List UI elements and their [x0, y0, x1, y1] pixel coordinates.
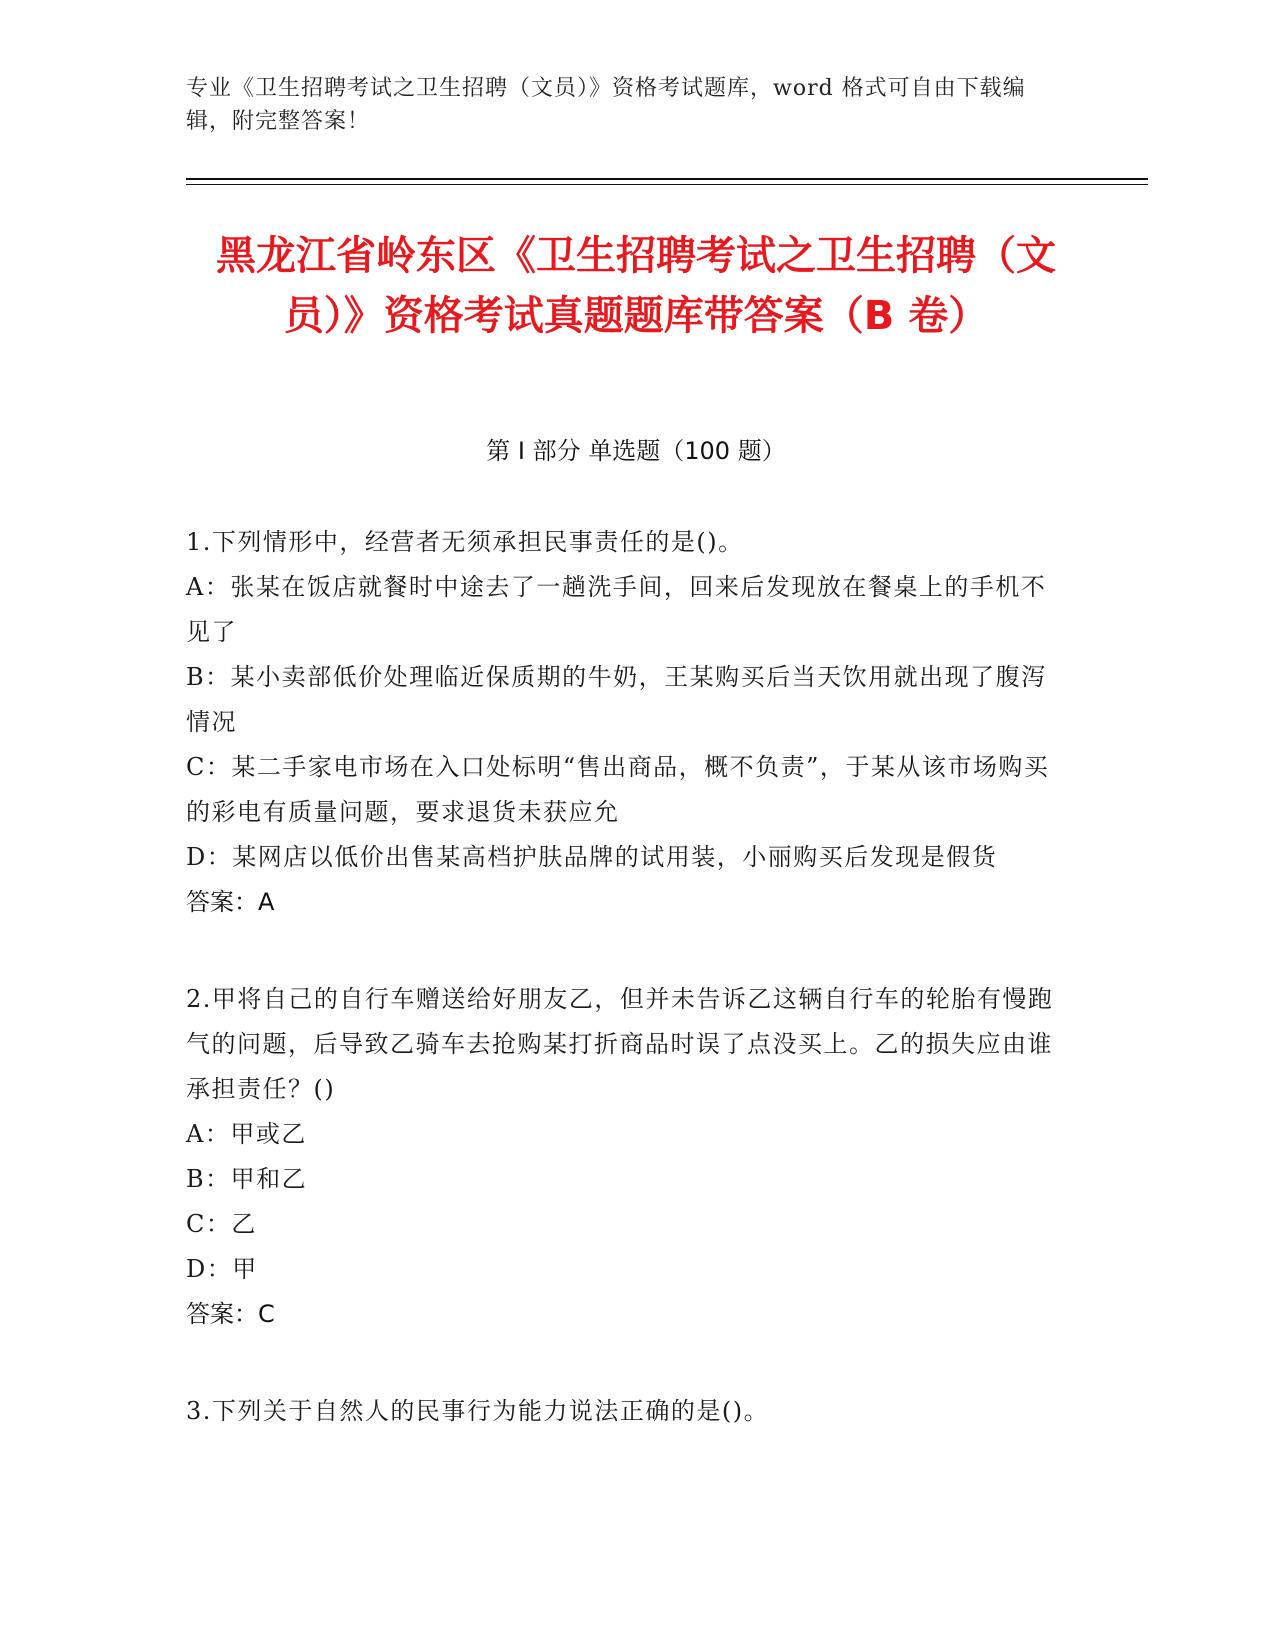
option-d: D：某网店以低价出售某高档护肤品牌的试用装，小丽购买后发现是假货 — [186, 843, 998, 871]
option-c: C：某二手家电市场在入口处标明“售出商品，概不负责”，于某从该市场购买的彩电有质量问题，要求退货未获应允 — [186, 753, 1050, 826]
option-b: B：某小卖部低价处理临近保质期的牛奶，王某购买后当天饮用就出现了腹泻情况 — [186, 663, 1047, 736]
option-a: A：张某在饭店就餐时中途去了一趟洗手间，回来后发现放在餐桌上的手机不见了 — [186, 573, 1047, 646]
question-text: 3.下列关于自然人的民事行为能力说法正确的是()。 — [186, 1397, 770, 1425]
option-c: C：乙 — [186, 1210, 257, 1238]
question-3 — [186, 1389, 1066, 1434]
header-note: 专业《卫生招聘考试之卫生招聘（文员）》资格考试题库，word 格式可自由下载编辑，附完整答案！ — [186, 76, 1026, 134]
header-rule-thick — [186, 178, 1148, 180]
question-text: 1.下列情形中，经营者无须承担民事责任的是()。 — [186, 528, 744, 556]
option-d: D：甲 — [186, 1255, 258, 1283]
section-title: 第 I 部分 单选题（100 题） — [486, 437, 786, 465]
option-a: A：甲或乙 — [186, 1120, 307, 1148]
question-1 — [186, 520, 1066, 925]
option-b: B：甲和乙 — [186, 1165, 308, 1193]
document-title: 黑龙江省岭东区《卫生招聘考试之卫生招聘（文员）》资格考试真题题库带答案（B 卷） — [216, 233, 1056, 339]
question-2 — [186, 977, 1066, 1337]
question-text: 2.甲将自己的自行车赠送给好朋友乙，但并未告诉乙这辆自行车的轮胎有慢跑气的问题，后导致乙骑车去抢购某打折商品时误了点没买上。乙的损失应由谁承担责任？() — [186, 985, 1054, 1103]
question-list — [186, 520, 1066, 1486]
answer: 答案：C — [186, 1300, 275, 1328]
header-rule-thin — [186, 184, 1148, 185]
answer: 答案：A — [186, 888, 275, 916]
